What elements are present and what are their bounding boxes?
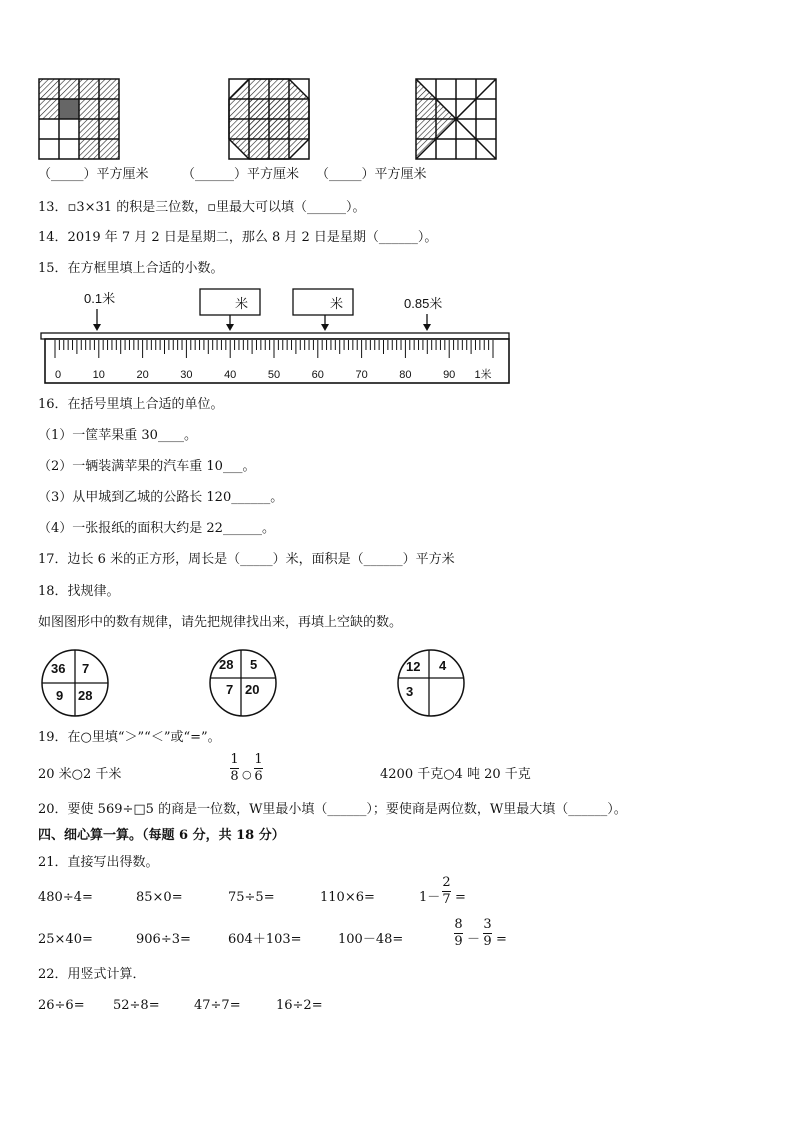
pattern-circle-3 bbox=[396, 648, 468, 720]
ruler-tick-label: 80 bbox=[399, 369, 412, 381]
question-18-desc: 如图图形中的数有规律，请先把规律找出来，再填上空缺的数。 bbox=[38, 615, 403, 630]
pattern-circle-2 bbox=[208, 648, 280, 720]
circle-2-top-right: 5 bbox=[250, 657, 258, 672]
calc-110-times-6: 110×6= bbox=[320, 890, 375, 905]
circle-3-top-right: 4 bbox=[439, 658, 447, 673]
ruler-figure bbox=[40, 284, 515, 386]
question-19-c: 4200 千克○4 吨 20 千克 bbox=[380, 767, 531, 782]
calc-frac-3-9: 3 9 bbox=[483, 917, 492, 949]
ruler-end-label: 0.85米 bbox=[404, 296, 443, 311]
ruler-tick-label: 70 bbox=[355, 369, 368, 381]
question-18-title: 18．找规律。 bbox=[38, 584, 120, 599]
ruler-answer-box-1[interactable] bbox=[200, 289, 260, 315]
calc-906-div-3: 906÷3= bbox=[136, 932, 191, 947]
circle-1-bottom-left: 9 bbox=[56, 688, 64, 703]
svg-text:米: 米 bbox=[330, 296, 344, 311]
circle-2-top-left: 28 bbox=[219, 657, 234, 672]
question-21-title: 21．直接写出得数。 bbox=[38, 855, 159, 870]
question-14: 14．2019 年 7 月 2 日是星期二，那么 8 月 2 日是星期（______）。 bbox=[38, 230, 438, 245]
circle-1-bottom-right: 28 bbox=[78, 688, 93, 703]
question-16-title: 16．在括号里填上合适的单位。 bbox=[38, 397, 224, 412]
grid-answer-2[interactable]: （______）平方厘米 bbox=[182, 167, 300, 182]
question-17: 17．边长 6 米的正方形，周长是（_____）米，面积是（______）平方米 bbox=[38, 552, 455, 567]
vertical-calc-26-div-6: 26÷6= bbox=[38, 998, 85, 1013]
ruler-tick-label: 0 bbox=[55, 369, 62, 381]
question-20: 20．要使 569÷□5 的商是一位数，W里最小填（______）；要使商是两位数，W里最大填（______）。 bbox=[38, 802, 627, 817]
calc-604-plus-103: 604＋103= bbox=[228, 932, 302, 947]
calc-25-times-40: 25×40= bbox=[38, 932, 93, 947]
calc-480-div-4: 480÷4= bbox=[38, 890, 93, 905]
calc-frac-8-9: 8 9 bbox=[454, 917, 463, 949]
grid-answer-3[interactable]: （_____）平方厘米 bbox=[316, 167, 427, 182]
circle-2-bottom-left: 7 bbox=[226, 682, 234, 697]
grid-figure-2 bbox=[228, 78, 310, 160]
calc-frac-1-prefix: 1－ bbox=[419, 890, 441, 905]
ruler-tick-label: 50 bbox=[267, 369, 281, 381]
question-22-title: 22．用竖式计算． bbox=[38, 967, 146, 982]
ruler-tick-label: 20 bbox=[136, 369, 149, 381]
circle-1-top-left: 36 bbox=[51, 661, 66, 676]
calc-100-minus-48: 100－48= bbox=[338, 932, 404, 947]
ruler-tick-label: 40 bbox=[224, 369, 237, 381]
q19-fraction-right: 1 6 bbox=[254, 752, 263, 784]
circle-2-bottom-right: 20 bbox=[245, 682, 260, 697]
vertical-calc-47-div-7: 47÷7= bbox=[194, 998, 241, 1013]
ruler-start-label: 0.1米 bbox=[84, 291, 116, 306]
question-16-item-2: （2）一辆装满苹果的汽车重 10___。 bbox=[38, 459, 256, 474]
grid-figure-1 bbox=[38, 78, 120, 160]
vertical-calc-52-div-8: 52÷8= bbox=[113, 998, 160, 1013]
question-15: 15．在方框里填上合适的小数。 bbox=[38, 261, 224, 276]
ruler-tick-label: 60 bbox=[311, 369, 324, 381]
grid-answer-1[interactable]: （_____）平方厘米 bbox=[38, 167, 149, 182]
grid-figure-3 bbox=[415, 78, 497, 160]
ruler-tick-label: 10 bbox=[92, 369, 105, 381]
ruler-tick-label: 90 bbox=[443, 369, 456, 381]
section-4-heading: 四、细心算一算。（每题 6 分，共 18 分） bbox=[38, 828, 285, 843]
q19-fraction-left: 1 8 bbox=[230, 752, 239, 784]
vertical-calc-16-div-2: 16÷2= bbox=[276, 998, 323, 1013]
question-19-title: 19．在○里填“＞”“＜”或“=”。 bbox=[38, 730, 221, 745]
calc-frac-2-7: 2 7 bbox=[442, 875, 451, 907]
q19-compare-circle[interactable]: ○ bbox=[242, 768, 252, 781]
calc-frac-2-suffix: = bbox=[496, 932, 507, 947]
question-16-item-3: （3）从甲城到乙城的公路长 120______。 bbox=[38, 490, 284, 505]
question-19-a: 20 米○2 千米 bbox=[38, 767, 122, 782]
pattern-circle-1 bbox=[40, 648, 112, 720]
calc-frac-op: － bbox=[467, 932, 481, 947]
calc-85-times-0: 85×0= bbox=[136, 890, 183, 905]
question-16-item-1: （1）一筐苹果重 30____。 bbox=[38, 428, 197, 443]
ruler-tick-label: 1米 bbox=[474, 369, 492, 381]
calc-frac-1-suffix: = bbox=[455, 890, 466, 905]
circle-3-bottom-left: 3 bbox=[406, 684, 414, 699]
circle-3-blank[interactable] bbox=[434, 682, 460, 702]
circle-3-top-left: 12 bbox=[406, 659, 421, 674]
question-13: 13．▫3×31 的积是三位数，▫里最大可以填（______）。 bbox=[38, 200, 366, 215]
svg-text:米: 米 bbox=[235, 296, 249, 311]
circle-1-top-right: 7 bbox=[82, 661, 90, 676]
ruler-tick-label: 30 bbox=[180, 369, 193, 381]
question-16-item-4: （4）一张报纸的面积大约是 22______。 bbox=[38, 521, 275, 536]
ruler-answer-box-2[interactable] bbox=[293, 289, 353, 315]
calc-75-div-5: 75÷5= bbox=[228, 890, 275, 905]
